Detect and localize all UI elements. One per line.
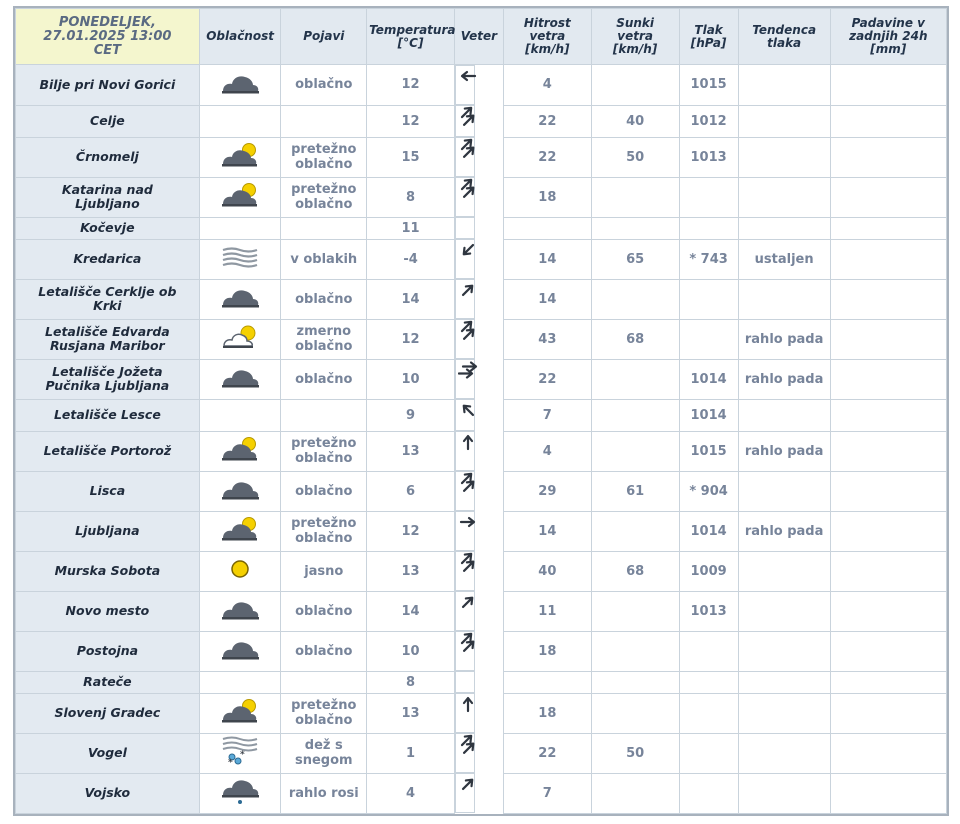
station-name: Kočevje xyxy=(16,217,200,239)
phenomenon-cell: pretežno oblačno xyxy=(281,511,367,551)
cloudiness-cell xyxy=(199,471,281,511)
temperature-cell: 10 xyxy=(367,631,455,671)
pressure-cell xyxy=(679,217,738,239)
wind-speed-cell: 22 xyxy=(503,137,591,177)
cloudiness-cell xyxy=(199,511,281,551)
col-header-temperature[interactable]: Temperatura [°C] xyxy=(367,9,455,65)
phenomenon-cell: pretežno oblačno xyxy=(281,177,367,217)
table-row xyxy=(16,471,947,511)
col-header-cloudiness[interactable]: Oblačnost xyxy=(199,9,281,65)
station-name: Vogel xyxy=(16,733,200,773)
pressure-tendency-cell: ustaljen xyxy=(738,239,830,279)
mostly-cloudy-icon xyxy=(220,436,260,466)
wind-direction-cell xyxy=(455,471,475,511)
station-name: Postojna xyxy=(16,631,200,671)
cloudiness-cell xyxy=(199,693,281,733)
w-double-arrow-icon xyxy=(458,360,478,380)
se-arrow-icon xyxy=(458,400,478,420)
precipitation-cell xyxy=(830,359,946,399)
wind-direction-cell xyxy=(455,239,475,279)
cloudiness-cell xyxy=(199,671,281,693)
wind-speed-cell: 22 xyxy=(503,733,591,773)
temperature-cell: 12 xyxy=(367,319,455,359)
header-row xyxy=(16,9,947,65)
wind-direction-cell xyxy=(455,511,475,551)
sw-double-arrow-icon xyxy=(458,472,478,492)
s-arrow-icon xyxy=(458,432,478,452)
temperature-cell: 15 xyxy=(367,137,455,177)
precipitation-cell xyxy=(830,591,946,631)
wind-gust-cell xyxy=(591,671,679,693)
table-row xyxy=(16,591,947,631)
pressure-tendency-cell: rahlo pada xyxy=(738,319,830,359)
station-name: Rateče xyxy=(16,671,200,693)
station-name: Slovenj Gradec xyxy=(16,693,200,733)
precipitation-cell xyxy=(830,431,946,471)
wind-direction-cell xyxy=(455,551,475,591)
temperature-cell: 8 xyxy=(367,671,455,693)
wind-direction-cell xyxy=(455,359,475,399)
wind-gust-cell xyxy=(591,511,679,551)
mostly-cloudy-icon xyxy=(220,182,260,212)
station-name: Katarina nad Ljubljano xyxy=(16,177,200,217)
sw-double-arrow-icon xyxy=(458,178,478,198)
station-name: Ljubljana xyxy=(16,511,200,551)
table-row xyxy=(16,105,947,137)
cloudiness-cell xyxy=(199,431,281,471)
station-name: Letališče Portorož xyxy=(16,431,200,471)
wind-gust-cell xyxy=(591,431,679,471)
pressure-tendency-cell: rahlo pada xyxy=(738,511,830,551)
cloudiness-cell xyxy=(199,551,281,591)
phenomenon-cell xyxy=(281,105,367,137)
temperature-cell: -4 xyxy=(367,239,455,279)
ne-arrow-icon xyxy=(458,240,478,260)
pressure-cell xyxy=(679,773,738,813)
col-header-pressure-tendency[interactable]: Tendenca tlaka xyxy=(738,9,830,65)
cloudiness-cell xyxy=(199,359,281,399)
station-name: Lisca xyxy=(16,471,200,511)
sw-double-arrow-icon xyxy=(458,106,478,126)
pressure-tendency-cell xyxy=(738,733,830,773)
table-row xyxy=(16,177,947,217)
cloudiness-cell xyxy=(199,217,281,239)
overcast-icon xyxy=(220,597,260,625)
wind-direction-cell xyxy=(455,217,475,239)
phenomenon-cell: zmerno oblačno xyxy=(281,319,367,359)
precipitation-cell xyxy=(830,279,946,319)
wind-speed-cell xyxy=(503,217,591,239)
pressure-cell: 1014 xyxy=(679,399,738,431)
fog-icon xyxy=(220,246,260,272)
phenomenon-cell: oblačno xyxy=(281,631,367,671)
precipitation-cell xyxy=(830,65,946,106)
phenomenon-cell xyxy=(281,671,367,693)
precipitation-cell xyxy=(830,319,946,359)
pressure-tendency-cell xyxy=(738,217,830,239)
wind-speed-cell: 4 xyxy=(503,431,591,471)
table-row xyxy=(16,431,947,471)
pressure-tendency-cell: rahlo pada xyxy=(738,359,830,399)
phenomenon-cell: pretežno oblačno xyxy=(281,137,367,177)
phenomenon-cell: rahlo rosi xyxy=(281,773,367,813)
pressure-tendency-cell xyxy=(738,399,830,431)
cloudiness-cell xyxy=(199,177,281,217)
pressure-cell: 1014 xyxy=(679,359,738,399)
e-arrow-icon xyxy=(458,66,478,86)
overcast-icon xyxy=(220,477,260,505)
precipitation-cell xyxy=(830,217,946,239)
phenomenon-cell: oblačno xyxy=(281,591,367,631)
svg-text:*: * xyxy=(240,750,245,760)
wind-speed-cell: 14 xyxy=(503,239,591,279)
cloudiness-cell xyxy=(199,65,281,106)
wind-gust-cell: 68 xyxy=(591,319,679,359)
precipitation-cell xyxy=(830,137,946,177)
station-name: Kredarica xyxy=(16,239,200,279)
wind-gust-cell: 40 xyxy=(591,105,679,137)
wind-speed-cell: 22 xyxy=(503,359,591,399)
sw-arrow-icon xyxy=(458,774,478,794)
precipitation-cell xyxy=(830,471,946,511)
pressure-tendency-cell xyxy=(738,65,830,106)
phenomenon-cell: dež s snegom xyxy=(281,733,367,773)
temperature-cell: 13 xyxy=(367,551,455,591)
phenomenon-cell: oblačno xyxy=(281,65,367,106)
pressure-tendency-cell xyxy=(738,671,830,693)
wind-speed-cell: 18 xyxy=(503,177,591,217)
station-name: Bilje pri Novi Gorici xyxy=(16,65,200,106)
pressure-cell: 1014 xyxy=(679,511,738,551)
wind-direction-cell xyxy=(455,431,475,471)
phenomenon-cell: v oblakih xyxy=(281,239,367,279)
temperature-cell: 6 xyxy=(367,471,455,511)
temperature-cell: 1 xyxy=(367,733,455,773)
table-row xyxy=(16,671,947,693)
pressure-tendency-cell xyxy=(738,591,830,631)
phenomenon-cell xyxy=(281,399,367,431)
pressure-cell xyxy=(679,693,738,733)
partly-cloudy-icon xyxy=(220,324,260,354)
pressure-tendency-cell: rahlo pada xyxy=(738,431,830,471)
precipitation-cell xyxy=(830,671,946,693)
col-header-wind-gusts[interactable]: Sunki vetra [km/h] xyxy=(591,9,679,65)
phenomenon-cell xyxy=(281,217,367,239)
temperature-cell: 8 xyxy=(367,177,455,217)
fog-sleet-icon xyxy=(220,736,260,770)
wind-direction-cell xyxy=(455,591,475,631)
overcast-icon xyxy=(220,637,260,665)
wind-direction-cell xyxy=(455,279,475,319)
wind-speed-cell: 43 xyxy=(503,319,591,359)
wind-gust-cell xyxy=(591,591,679,631)
wind-speed-cell xyxy=(503,671,591,693)
temperature-cell: 13 xyxy=(367,693,455,733)
pressure-tendency-cell xyxy=(738,471,830,511)
temperature-cell: 13 xyxy=(367,431,455,471)
wind-speed-cell: 4 xyxy=(503,65,591,106)
wind-gust-cell xyxy=(591,217,679,239)
precipitation-cell xyxy=(830,773,946,813)
phenomenon-cell: oblačno xyxy=(281,471,367,511)
pressure-tendency-cell xyxy=(738,551,830,591)
pressure-tendency-cell xyxy=(738,137,830,177)
table-row xyxy=(16,511,947,551)
wind-gust-cell xyxy=(591,399,679,431)
cloudiness-cell xyxy=(199,631,281,671)
precipitation-cell xyxy=(830,693,946,733)
col-header-wind[interactable]: Veter xyxy=(454,9,503,65)
phenomenon-cell: pretežno oblačno xyxy=(281,693,367,733)
precipitation-cell xyxy=(830,631,946,671)
pressure-cell: 1013 xyxy=(679,137,738,177)
wind-speed-cell: 14 xyxy=(503,279,591,319)
weather-observation-table xyxy=(15,8,947,814)
cloudiness-cell xyxy=(199,319,281,359)
sw-arrow-icon xyxy=(458,280,478,300)
svg-text:*: * xyxy=(228,758,233,766)
mostly-cloudy-icon xyxy=(220,516,260,546)
wind-gust-cell xyxy=(591,279,679,319)
wind-gust-cell: 65 xyxy=(591,239,679,279)
pressure-cell: 1015 xyxy=(679,431,738,471)
cloudiness-cell xyxy=(199,773,281,813)
wind-direction-cell xyxy=(455,671,475,693)
wind-direction-cell xyxy=(455,319,475,359)
phenomenon-cell: jasno xyxy=(281,551,367,591)
wind-speed-cell: 22 xyxy=(503,105,591,137)
table-row xyxy=(16,551,947,591)
overcast-icon xyxy=(220,285,260,313)
cloudiness-cell xyxy=(199,399,281,431)
pressure-cell: 1012 xyxy=(679,105,738,137)
phenomenon-cell: oblačno xyxy=(281,279,367,319)
table-row xyxy=(16,279,947,319)
wind-gust-cell xyxy=(591,631,679,671)
col-header-pressure[interactable]: Tlak [hPa] xyxy=(679,9,738,65)
wind-direction-cell xyxy=(455,631,475,671)
s-arrow-icon xyxy=(458,694,478,714)
wind-speed-cell: 7 xyxy=(503,773,591,813)
wind-speed-cell: 14 xyxy=(503,511,591,551)
weather-observation-table-container xyxy=(13,6,949,816)
col-header-phenomena[interactable]: Pojavi xyxy=(281,9,367,65)
precipitation-cell xyxy=(830,239,946,279)
pressure-tendency-cell xyxy=(738,105,830,137)
station-name: Letališče Cerklje ob Krki xyxy=(16,279,200,319)
wind-gust-cell xyxy=(591,773,679,813)
pressure-cell: * 743 xyxy=(679,239,738,279)
table-row xyxy=(16,319,947,359)
sw-double-arrow-icon xyxy=(458,734,478,754)
w-arrow-icon xyxy=(458,512,478,532)
pressure-cell xyxy=(679,177,738,217)
phenomenon-cell: oblačno xyxy=(281,359,367,399)
temperature-cell: 12 xyxy=(367,511,455,551)
station-name: Črnomelj xyxy=(16,137,200,177)
wind-gust-cell: 68 xyxy=(591,551,679,591)
pressure-tendency-cell xyxy=(738,279,830,319)
table-row xyxy=(16,399,947,431)
temperature-cell: 4 xyxy=(367,773,455,813)
table-row xyxy=(16,733,947,773)
cloudiness-cell xyxy=(199,733,281,773)
station-name: Letališče Jožeta Pučnika Ljubljana xyxy=(16,359,200,399)
temperature-cell: 14 xyxy=(367,279,455,319)
overcast-icon xyxy=(220,365,260,393)
temperature-cell: 12 xyxy=(367,65,455,106)
sw-double-arrow-icon xyxy=(458,138,478,158)
pressure-cell: 1015 xyxy=(679,65,738,106)
wind-direction-cell xyxy=(455,65,475,105)
precipitation-cell xyxy=(830,399,946,431)
table-row xyxy=(16,239,947,279)
table-row xyxy=(16,773,947,813)
wind-gust-cell: 50 xyxy=(591,733,679,773)
wind-gust-cell xyxy=(591,693,679,733)
temperature-cell: 11 xyxy=(367,217,455,239)
wind-direction-cell xyxy=(455,399,475,431)
sw-double-arrow-icon xyxy=(458,320,478,340)
pressure-cell xyxy=(679,733,738,773)
pressure-cell: 1013 xyxy=(679,591,738,631)
pressure-cell xyxy=(679,631,738,671)
temperature-cell: 14 xyxy=(367,591,455,631)
cloudiness-cell xyxy=(199,105,281,137)
pressure-cell: 1009 xyxy=(679,551,738,591)
mostly-cloudy-icon xyxy=(220,142,260,172)
table-row xyxy=(16,217,947,239)
col-header-precipitation[interactable]: Padavine v zadnjih 24h [mm] xyxy=(830,9,946,65)
precipitation-cell xyxy=(830,733,946,773)
table-body xyxy=(16,65,947,814)
pressure-tendency-cell xyxy=(738,631,830,671)
sw-double-arrow-icon xyxy=(458,632,478,652)
col-header-wind-speed[interactable]: Hitrost vetra [km/h] xyxy=(503,9,591,65)
table-row xyxy=(16,631,947,671)
wind-speed-cell: 11 xyxy=(503,591,591,631)
drizzle-icon xyxy=(220,777,260,809)
pressure-cell xyxy=(679,671,738,693)
cloudiness-cell xyxy=(199,279,281,319)
table-row xyxy=(16,65,947,106)
wind-speed-cell: 18 xyxy=(503,631,591,671)
sw-arrow-icon xyxy=(458,592,478,612)
table-row xyxy=(16,359,947,399)
precipitation-cell xyxy=(830,177,946,217)
station-name: Novo mesto xyxy=(16,591,200,631)
wind-gust-cell xyxy=(591,359,679,399)
station-name: Celje xyxy=(16,105,200,137)
wind-speed-cell: 18 xyxy=(503,693,591,733)
station-name: Letališče Lesce xyxy=(16,399,200,431)
pressure-cell: * 904 xyxy=(679,471,738,511)
pressure-tendency-cell xyxy=(738,177,830,217)
overcast-icon xyxy=(220,71,260,99)
mostly-cloudy-icon xyxy=(220,698,260,728)
wind-direction-cell xyxy=(455,177,475,217)
wind-gust-cell: 61 xyxy=(591,471,679,511)
wind-direction-cell xyxy=(455,137,475,177)
temperature-cell: 9 xyxy=(367,399,455,431)
table-row xyxy=(16,137,947,177)
cloudiness-cell xyxy=(199,591,281,631)
station-name: Letališče Edvarda Rusjana Maribor xyxy=(16,319,200,359)
cloudiness-cell xyxy=(199,137,281,177)
clear-icon xyxy=(228,557,252,585)
wind-gust-cell xyxy=(591,65,679,106)
wind-gust-cell xyxy=(591,177,679,217)
cloudiness-cell xyxy=(199,239,281,279)
phenomenon-cell: pretežno oblačno xyxy=(281,431,367,471)
wind-direction-cell xyxy=(455,773,475,813)
temperature-cell: 10 xyxy=(367,359,455,399)
pressure-tendency-cell xyxy=(738,693,830,733)
pressure-cell xyxy=(679,279,738,319)
table-row xyxy=(16,693,947,733)
wind-speed-cell: 7 xyxy=(503,399,591,431)
observation-datetime: PONEDELJEK, 27.01.2025 13:00 CET xyxy=(16,9,200,65)
pressure-tendency-cell xyxy=(738,773,830,813)
precipitation-cell xyxy=(830,105,946,137)
temperature-cell: 12 xyxy=(367,105,455,137)
sw-double-arrow-icon xyxy=(458,552,478,572)
precipitation-cell xyxy=(830,511,946,551)
wind-direction-cell xyxy=(455,105,475,137)
pressure-cell xyxy=(679,319,738,359)
wind-speed-cell: 40 xyxy=(503,551,591,591)
wind-direction-cell xyxy=(455,693,475,733)
wind-gust-cell: 50 xyxy=(591,137,679,177)
precipitation-cell xyxy=(830,551,946,591)
station-name: Vojsko xyxy=(16,773,200,813)
station-name: Murska Sobota xyxy=(16,551,200,591)
wind-speed-cell: 29 xyxy=(503,471,591,511)
wind-direction-cell xyxy=(455,733,475,773)
